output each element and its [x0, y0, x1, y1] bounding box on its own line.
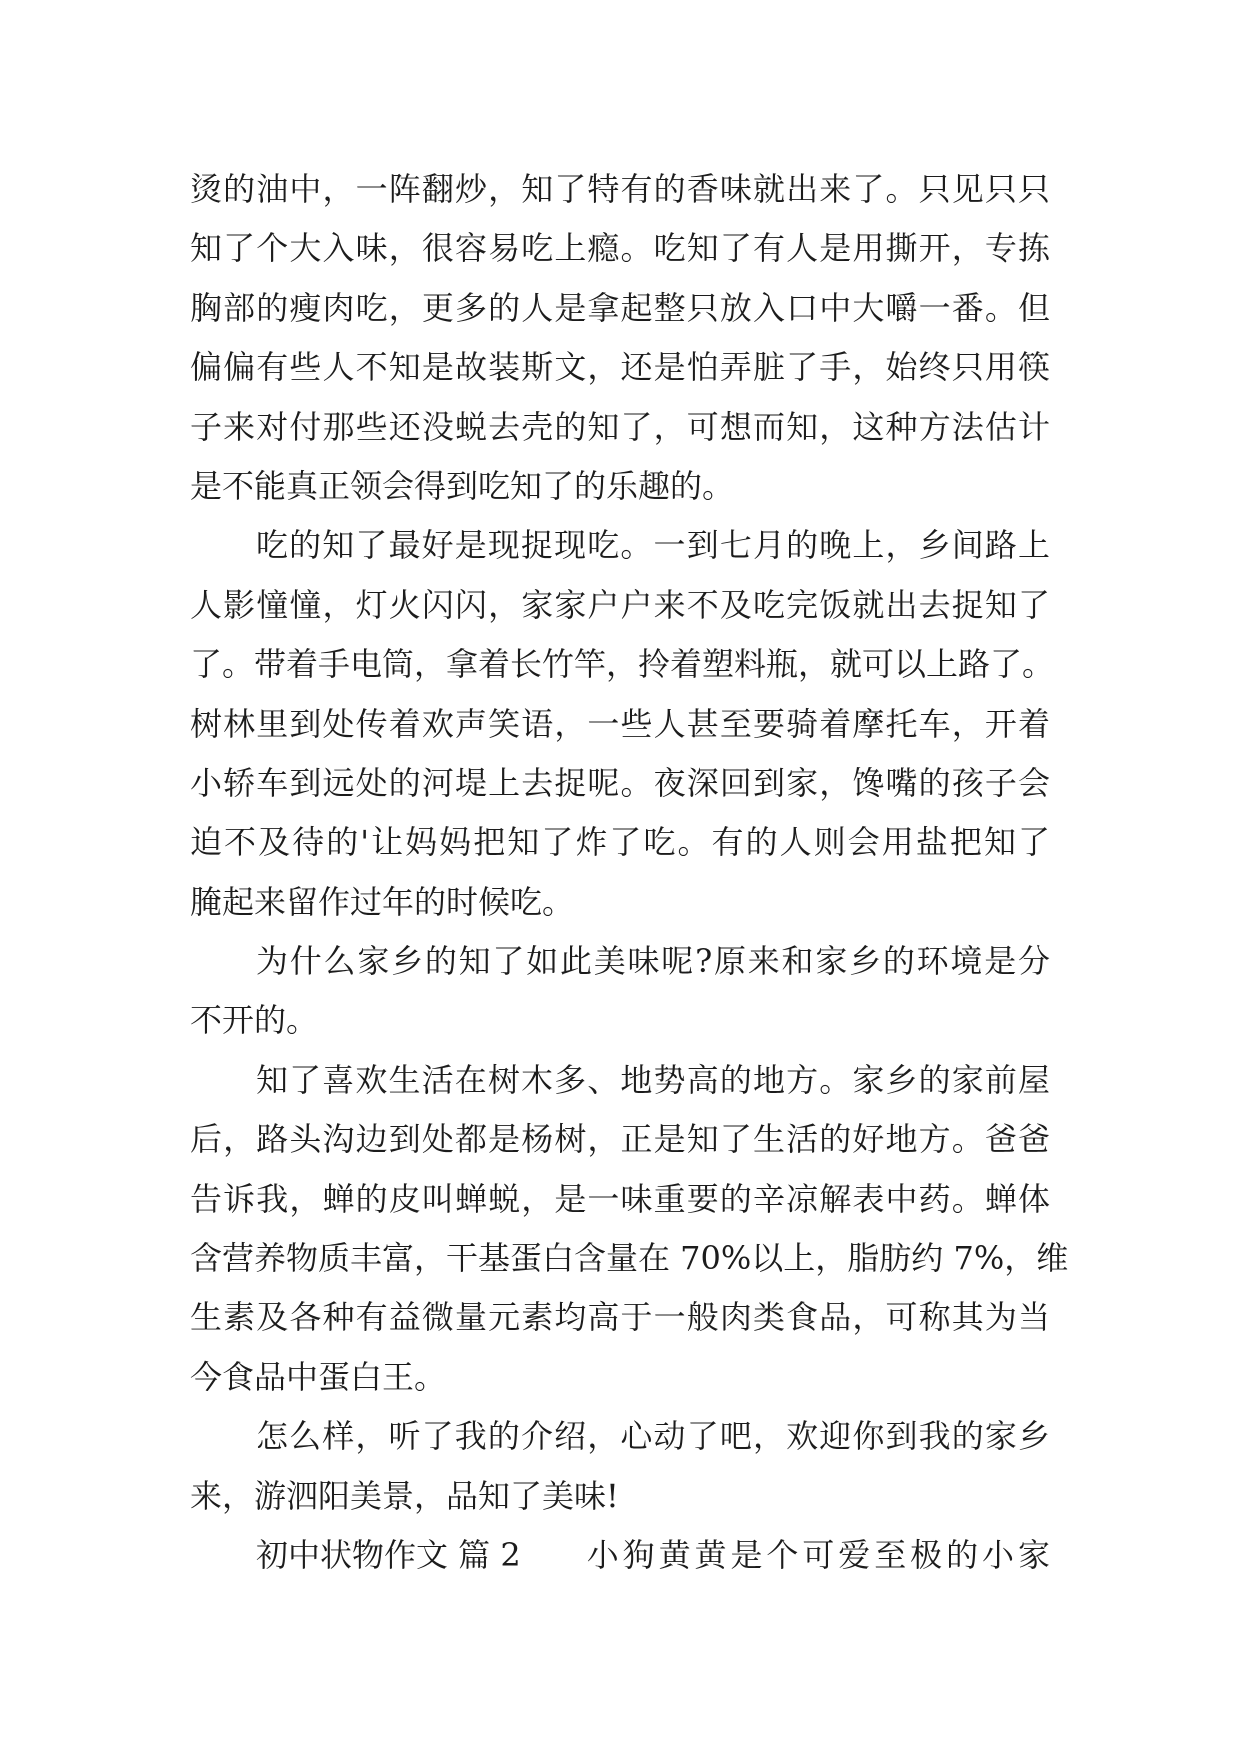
text-line: 胸部的瘦肉吃，更多的人是拿起整只放入口中大嚼一番。但	[190, 288, 1050, 327]
article-body	[190, 160, 1069, 1585]
text-line: 吃的知了最好是现捉现吃。一到七月的晚上，乡间路上	[256, 526, 1050, 565]
article-title: 初中状物作文 篇 2	[256, 1535, 521, 1574]
text-line: 人影憧憧，灯火闪闪，家家户户来不及吃完饭就出去捉知了	[190, 585, 1050, 624]
text-line: 告诉我，蝉的皮叫蝉蜕，是一味重要的辛凉解表中药。蝉体	[190, 1179, 1050, 1218]
article-heading	[190, 1526, 1050, 1585]
paragraph	[190, 160, 1050, 516]
text-line: 知了喜欢生活在树木多、地势高的地方。家乡的家前屋	[256, 1060, 1050, 1099]
text-line: 生素及各种有益微量元素均高于一般肉类食品，可称其为当	[190, 1298, 1050, 1337]
text-line: 今食品中蛋白王。	[190, 1357, 447, 1396]
text-line: 怎么样，听了我的介绍，心动了吧，欢迎你到我的家乡	[256, 1417, 1050, 1456]
text-line: 小轿车到远处的河堤上去捉呢。夜深回到家，馋嘴的孩子会	[190, 763, 1050, 802]
paragraph	[190, 1407, 1050, 1526]
text-line: 含营养物质丰富，干基蛋白含量在 70%以上，脂肪约 7%，维	[190, 1239, 1069, 1278]
text-line: 不开的。	[190, 1001, 319, 1040]
text-line: 来，游泗阳美景，品知了美味!	[190, 1476, 619, 1515]
paragraph	[190, 932, 1050, 1051]
text-line: 后，路头沟边到处都是杨树，正是知了生活的好地方。爸爸	[190, 1120, 1050, 1159]
article-opening: 小狗黄黄是个可爱至极的小家	[586, 1535, 1050, 1574]
paragraph	[190, 1051, 1069, 1407]
text-line: 为什么家乡的知了如此美味呢?原来和家乡的环境是分	[256, 942, 1050, 981]
text-line: 是不能真正领会得到吃知了的乐趣的。	[190, 466, 735, 505]
text-line: 烫的油中，一阵翻炒，知了特有的香味就出来了。只见只只	[190, 170, 1050, 208]
text-line: 迫不及待的'让妈妈把知了炸了吃。有的人则会用盐把知了	[190, 823, 1050, 862]
text-line: 子来对付那些还没蜕去壳的知了，可想而知，这种方法估计	[190, 407, 1050, 446]
text-line: 腌起来留作过年的时候吃。	[190, 882, 575, 921]
paragraph	[190, 516, 1055, 932]
text-line: 偏偏有些人不知是故装斯文，还是怕弄脏了手，始终只用筷	[190, 348, 1050, 387]
text-line: 了。带着手电筒，拿着长竹竿，拎着塑料瓶，就可以上路了。	[190, 645, 1055, 684]
text-line: 知了个大入味，很容易吃上瘾。吃知了有人是用撕开，专拣	[190, 229, 1050, 268]
text-line: 树林里到处传着欢声笑语，一些人甚至要骑着摩托车，开着	[190, 704, 1050, 743]
